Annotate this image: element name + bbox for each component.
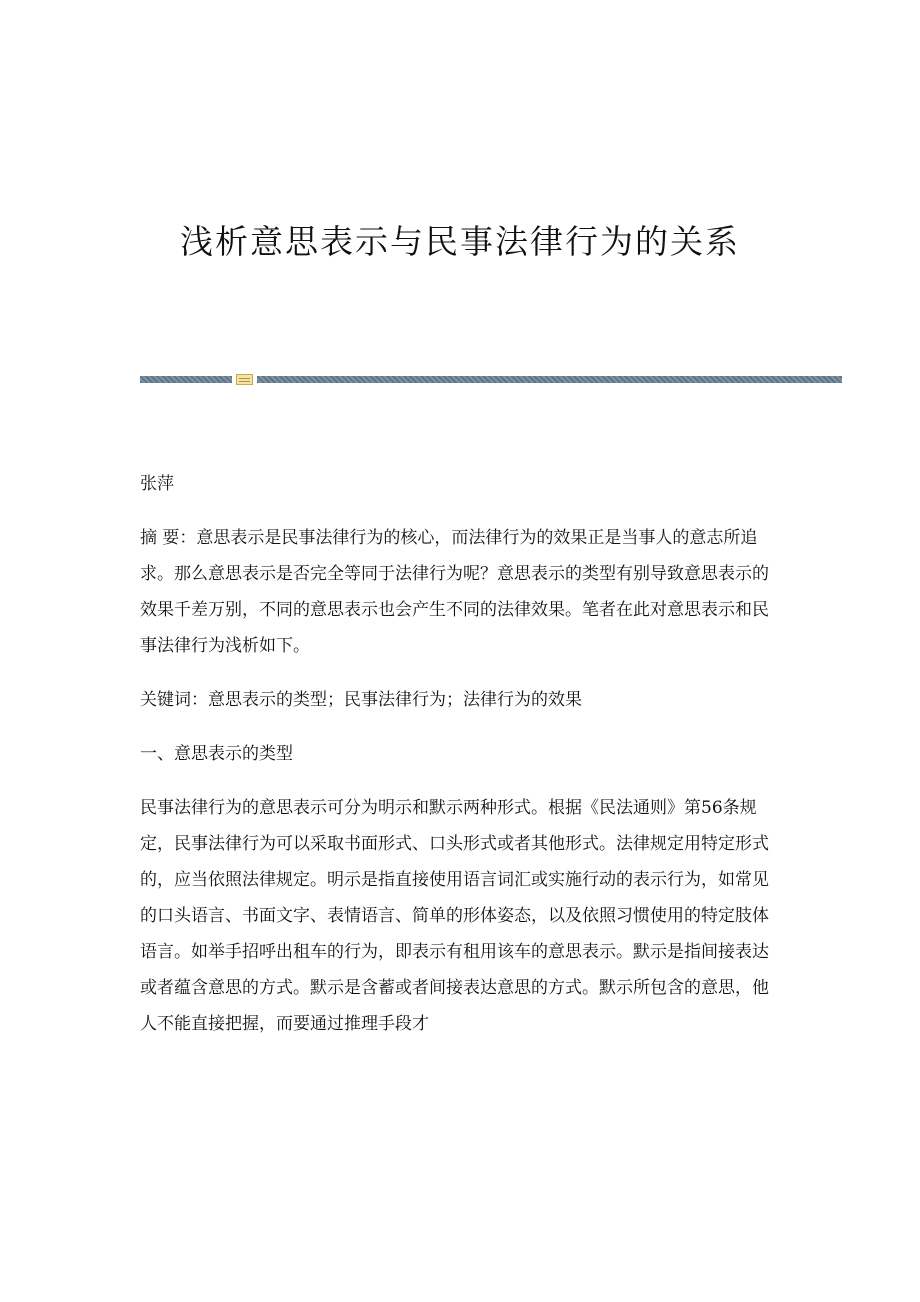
divider-bar-right bbox=[257, 376, 842, 383]
abstract-label: 摘 要： bbox=[140, 528, 197, 548]
divider-bar-left bbox=[140, 376, 232, 383]
document-body bbox=[140, 466, 780, 1062]
author: 张萍 bbox=[140, 474, 174, 494]
keywords bbox=[140, 682, 780, 718]
keywords-label: 关键词： bbox=[140, 690, 208, 710]
keywords-text: 意思表示的类型；民事法律行为；法律行为的效果 bbox=[208, 690, 582, 710]
abstract bbox=[140, 520, 780, 664]
abstract-text: 意思表示是民事法律行为的核心，而法律行为的效果正是当事人的意志所追求。那么意思表示是否完全等同于法律行为呢？意思表示的类型有别导致意思表示的效果千差万别，不同的意思表示也会产生不同的法律效果。笔者在此对意思表示和民事法律行为浅析如下。 bbox=[140, 528, 769, 656]
title-divider bbox=[140, 374, 842, 384]
document-title: 浅析意思表示与民事法律行为的关系 bbox=[180, 222, 740, 261]
section-paragraph: 民事法律行为的意思表示可分为明示和默示两种形式。根据《民法通则》第56条规定，民事法律行为可以采取书面形式、口头形式或者其他形式。法律规定用特定形式的，应当依照法律规定。明示是指直接使用语言词汇或实施行动的表示行为，如常见的口头语言、书面文字、表情语言、简单的形体姿态，以及依照习惯使用的特定肢体语言。如举手招呼出租车的行为，即表示有租用该车的意思表示。默示是指间接表达或者蕴含意思的方式。默示是含蓄或者间接表达意思的方式。默示所包含的意思，他人不能直接把握，而要通过推理手段才 bbox=[140, 798, 769, 1034]
section-heading: 一、意思表示的类型 bbox=[140, 744, 293, 764]
divider-ornament-icon bbox=[236, 374, 253, 385]
